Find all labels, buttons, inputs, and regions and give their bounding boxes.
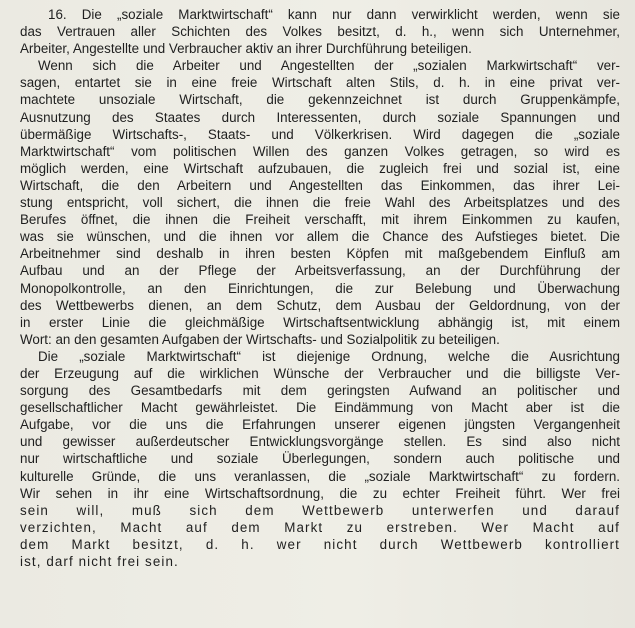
paragraph-3-line-9: Wir sehen in ihr eine Wirtschaftsordnung, die zu echter Freiheit führt. Wer frei [20, 485, 620, 501]
paragraph-2-line-5: übermäßige Wirtschafts-, Staats- und Völkerkrisen. Wird dagegen die „soziale [20, 126, 620, 142]
paragraph-2-line-4: Ausnutzung des Staates durch Interessenten, durch soziale Spannungen und [20, 109, 620, 125]
paragraph-3-line-12: dem Markt besitzt, d. h. wer nicht durch Wettbewerb kontrolliert [20, 536, 620, 552]
paragraph-2-line-11: was sie wünschen, und die ihnen vor allem die Chance des Aufstieges bietet. Die [20, 229, 620, 245]
paragraph-2-line-13: Aufbau und an der Pflege der Arbeitsverfassung, an der Durchführung der [20, 263, 620, 279]
paragraph-2-line-6: Marktwirtschaft“ vom politischen Willen des ganzen Volkes getragen, so wird es [20, 143, 620, 159]
paragraph-3-line-2: der Erzeugung auf die wirklichen Wünsche der Verbraucher und die billigste Ver- [20, 365, 620, 381]
paragraph-2-line-7: möglich werden, eine Wirtschaft aufzubauen, die zugleich frei und sozial ist, eine [20, 160, 620, 176]
paragraph-1-line-3: Arbeiter, Angestellte und Verbraucher aktiv an ihrer Durchführung beteiligen. [20, 41, 472, 57]
paragraph-2-line-12: Arbeitnehmer sind deshalb in ihren besten Köpfen mit maßgebendem Einfluß am [20, 246, 620, 262]
paragraph-2-line-1: Wenn sich die Arbeiter und Angestellten der „sozialen Markwirtschaft“ ver- [38, 58, 620, 74]
paragraph-3-line-7: nur wirtschaftliche und soziale Überlegungen, sondern auch politische und [20, 451, 620, 467]
paragraph-2-line-10: Berufes öffnet, die ihnen die Freiheit verschafft, mit ihrem Einkommen zu kaufen, [20, 212, 620, 228]
paragraph-2-line-16: in erster Linie die gleichmäßige Wirtschaftsentwicklung abhängig ist, mit einem [20, 314, 620, 330]
paragraph-1-line-1: 16. Die „soziale Marktwirtschaft“ kann nur dann verwirklicht werden, wenn sie [48, 7, 620, 22]
paragraph-2-line-17: Wort: an den gesamten Aufgaben der Wirtschafts- und Sozialpolitik zu beteiligen. [20, 331, 500, 347]
paragraph-3-line-3: sorgung des Gesamtbedarfs mit dem geringsten Aufwand an politischer und [20, 383, 620, 399]
paragraph-3-line-11: verzichten, Macht auf dem Markt zu erstreben. Wer Macht auf [20, 519, 620, 535]
paragraph-3-line-13: ist, darf nicht frei sein. [20, 554, 179, 569]
paragraph-2-line-14: Monopolkontrolle, an den Einrichtungen, die zur Belebung und Überwachung [20, 280, 620, 296]
paragraph-2-line-8: Wirtschaft, die den Arbeitern und Angestellten das Einkommen, das ihrer Lei- [20, 177, 620, 193]
paragraph-3-line-5: Aufgabe, vor die uns die Erfahrungen unserer eigenen jüngsten Vergangenheit [20, 417, 620, 433]
paragraph-3-line-4: gesellschaftlicher Macht gewährleistet. Die Eindämmung von Macht aber ist die [20, 400, 620, 416]
paragraph-2-line-9: stung entspricht, voll sichert, die ihnen die freie Wahl des Arbeitsplatzes und des [20, 195, 620, 211]
paragraph-1-line-2: das Vertrauen aller Schichten des Volkes besitzt, d. h., wenn sich Unternehmer, [20, 24, 620, 40]
paragraph-2-line-15: des Wettbewerbs dienen, an dem Schutz, dem Ausbau der Geldordnung, von der [20, 297, 620, 313]
document-body [20, 6, 620, 570]
paragraph-3-line-6: und gewisser außerdeutscher Entwicklungsvorgänge stellen. Es sind also nicht [20, 434, 620, 450]
paragraph-3-line-8: kulturelle Gründe, die uns veranlassen, die „soziale Marktwirtschaft“ zu fordern. [20, 468, 620, 484]
paragraph-2-line-3: machtete unsoziale Wirtschaft, die gekennzeichnet ist durch Gruppenkämpfe, [20, 92, 620, 108]
paragraph-2-line-2: sagen, entartet sie in eine freie Wirtschaft alten Stils, d. h. in eine privat ver- [20, 75, 620, 91]
paragraph-3-line-1: Die „soziale Marktwirtschaft“ ist diejenige Ordnung, welche die Ausrichtung [38, 348, 620, 364]
paragraph-3-line-10: sein will, muß sich dem Wettbewerb unterwerfen und darauf [20, 502, 620, 518]
